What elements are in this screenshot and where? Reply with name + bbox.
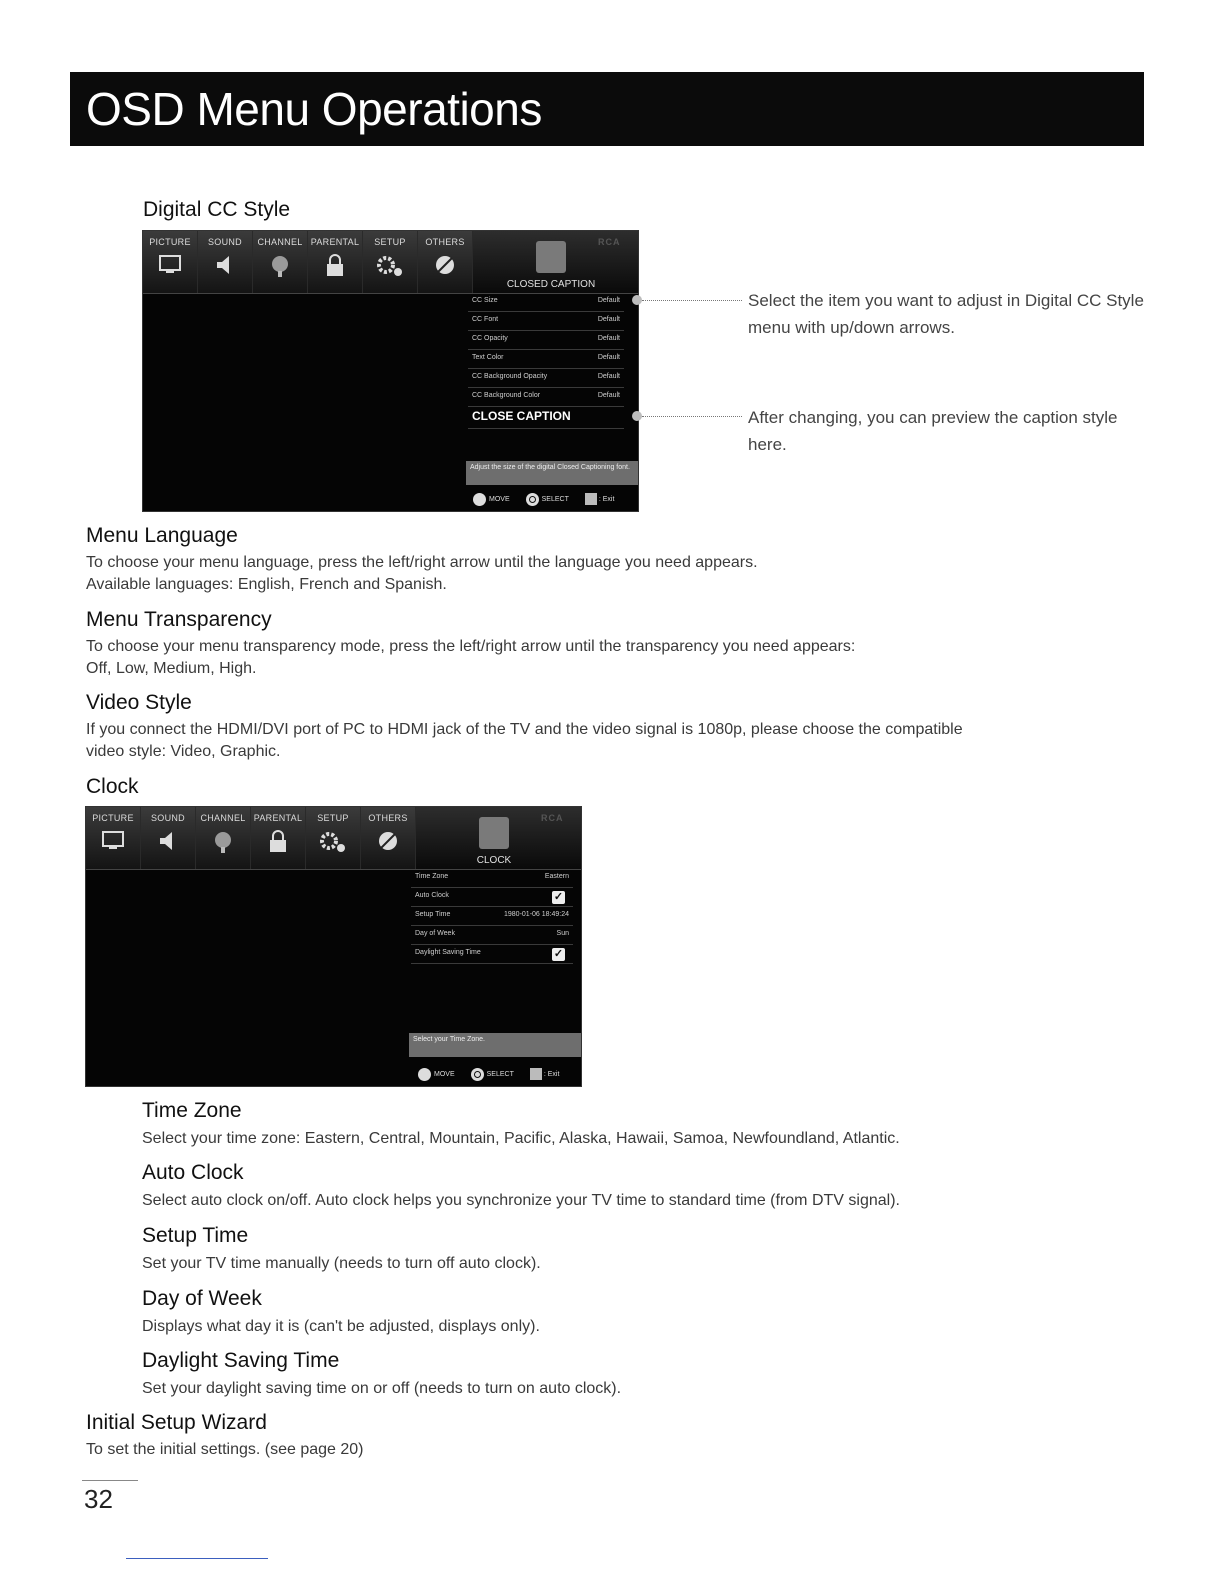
dpad-icon — [473, 493, 486, 506]
section-heading-digital-cc-style: Digital CC Style — [143, 198, 291, 221]
callout-marker-1 — [632, 295, 642, 305]
menu-language-text-1: To choose your menu language, press the left/right arrow until the language you need appears. — [86, 554, 758, 571]
osd-tab-picture: PICTURE — [86, 807, 141, 869]
tv-icon — [101, 829, 125, 851]
tools-icon — [376, 829, 400, 853]
osd-tab-bar — [86, 807, 416, 869]
menu-language-text-2: Available languages: English, French and Spanish. — [86, 576, 447, 593]
section-heading-clock: Clock — [86, 775, 139, 798]
callout-marker-2 — [632, 411, 642, 421]
auto-clock-text: Select auto clock on/off. Auto clock helps you synchronize your TV time to standard time (from DTV signal). — [142, 1192, 900, 1209]
daylight-saving-text: Set your daylight saving time on or off (needs to turn on auto clock). — [142, 1380, 622, 1397]
osd-row-daylight-saving: Daylight Saving Time ✓ — [411, 945, 573, 964]
tv-icon — [158, 253, 182, 275]
gears-icon — [376, 253, 404, 279]
subheading-auto-clock: Auto Clock — [142, 1161, 244, 1184]
osd-row-text-color: Text Color Default — [468, 350, 624, 369]
checkbox-checked-icon: ✓ — [553, 948, 564, 960]
osd-caption-preview: CLOSE CAPTION — [468, 407, 624, 429]
callout-leader-1 — [642, 300, 742, 301]
osd-screen-clock — [85, 806, 582, 1087]
osd-menu-title: CLOSED CAPTION — [506, 279, 596, 290]
time-zone-text: Select your time zone: Eastern, Central, Mountain, Pacific, Alaska, Hawaii, Samoa, Newfoundland, Atlantic. — [142, 1130, 900, 1147]
osd-tab-channel: CHANNEL — [196, 807, 251, 869]
callout-text-select-item: Select the item you want to adjust in Digital CC Style menu with up/down arrows. — [748, 291, 1144, 337]
subheading-daylight-saving-time: Daylight Saving Time — [142, 1349, 340, 1372]
select-icon — [471, 1068, 484, 1081]
page-number-rule — [82, 1480, 138, 1481]
page-number: 32 — [84, 1484, 113, 1514]
osd-tab-bar — [143, 231, 473, 293]
subheading-setup-time: Setup Time — [142, 1224, 249, 1247]
osd-tab-parental: PARENTAL — [308, 231, 363, 293]
satellite-dish-icon — [268, 253, 292, 279]
menu-transparency-text-2: Off, Low, Medium, High. — [86, 660, 257, 677]
page-title: OSD Menu Operations — [86, 83, 542, 135]
osd-tab-parental: PARENTAL — [251, 807, 306, 869]
osd-tab-setup: SETUP — [306, 807, 361, 869]
dpad-icon — [418, 1068, 431, 1081]
section-heading-menu-language: Menu Language — [86, 524, 238, 547]
exit-remote-icon — [585, 493, 597, 505]
bottom-rule — [126, 1558, 268, 1559]
osd-row-cc-size: CC Size Default — [468, 293, 624, 312]
osd-row-auto-clock: Auto Clock ✓ — [411, 888, 573, 907]
gear-icon — [536, 241, 566, 273]
satellite-dish-icon — [211, 829, 235, 855]
lock-icon — [266, 829, 290, 855]
page-header-banner — [70, 72, 1144, 146]
osd-tab-channel: CHANNEL — [253, 231, 308, 293]
osd-row-cc-opacity: CC Opacity Default — [468, 331, 624, 350]
osd-tab-picture: PICTURE — [143, 231, 198, 293]
section-heading-video-style: Video Style — [86, 691, 192, 714]
gears-icon — [319, 829, 347, 855]
osd-footer: MOVE SELECT : Exit — [418, 1066, 575, 1082]
osd-tab-setup: SETUP — [363, 231, 418, 293]
osd-tab-others: OTHERS — [361, 807, 416, 869]
video-style-text-1: If you connect the HDMI/DVI port of PC to HDMI jack of the TV and the video signal is 1080p, please choose the compatible — [86, 721, 963, 738]
lock-icon — [323, 253, 347, 279]
callout-leader-2 — [642, 416, 742, 417]
checkbox-checked-icon: ✓ — [553, 891, 564, 903]
speaker-icon — [156, 829, 180, 853]
video-style-text-2: video style: Video, Graphic. — [86, 743, 281, 760]
osd-row-time-zone: Time Zone Eastern — [411, 869, 573, 888]
osd-row-setup-time: Setup Time 1980-01-06 18:49:24 — [411, 907, 573, 926]
initial-setup-text: To set the initial settings. (see page 20) — [86, 1441, 364, 1458]
subheading-day-of-week: Day of Week — [142, 1287, 262, 1310]
setup-time-text: Set your TV time manually (needs to turn off auto clock). — [142, 1255, 541, 1272]
osd-row-cc-background-opacity: CC Background Opacity Default — [468, 369, 624, 388]
section-heading-menu-transparency: Menu Transparency — [86, 608, 272, 631]
callout-text-preview: After changing, you can preview the caption style here. — [748, 408, 1118, 454]
select-icon — [526, 493, 539, 506]
brand-logo: RCA — [541, 813, 564, 823]
osd-tab-sound: SOUND — [141, 807, 196, 869]
osd-row-day-of-week: Day of Week Sun — [411, 926, 573, 945]
osd-tab-sound: SOUND — [198, 231, 253, 293]
day-of-week-text: Displays what day it is (can't be adjusted, displays only). — [142, 1318, 540, 1335]
osd-hint-box: Select your Time Zone. — [409, 1033, 581, 1057]
osd-footer: MOVE SELECT : Exit — [473, 491, 630, 507]
osd-screen-closed-caption — [142, 230, 639, 512]
osd-row-cc-font: CC Font Default — [468, 312, 624, 331]
menu-transparency-text-1: To choose your menu transparency mode, press the left/right arrow until the transparency you need appears: — [86, 638, 856, 655]
subheading-time-zone: Time Zone — [142, 1099, 242, 1122]
osd-row-cc-background-color: CC Background Color Default — [468, 388, 624, 407]
osd-menu-title: CLOCK — [476, 855, 512, 866]
speaker-icon — [213, 253, 237, 277]
section-heading-initial-setup-wizard: Initial Setup Wizard — [86, 1411, 267, 1434]
exit-remote-icon — [530, 1068, 542, 1080]
brand-logo: RCA — [598, 237, 621, 247]
osd-hint-box: Adjust the size of the digital Closed Captioning font. — [466, 461, 638, 485]
gear-icon — [479, 817, 509, 849]
tools-icon — [433, 253, 457, 277]
osd-tab-others: OTHERS — [418, 231, 473, 293]
